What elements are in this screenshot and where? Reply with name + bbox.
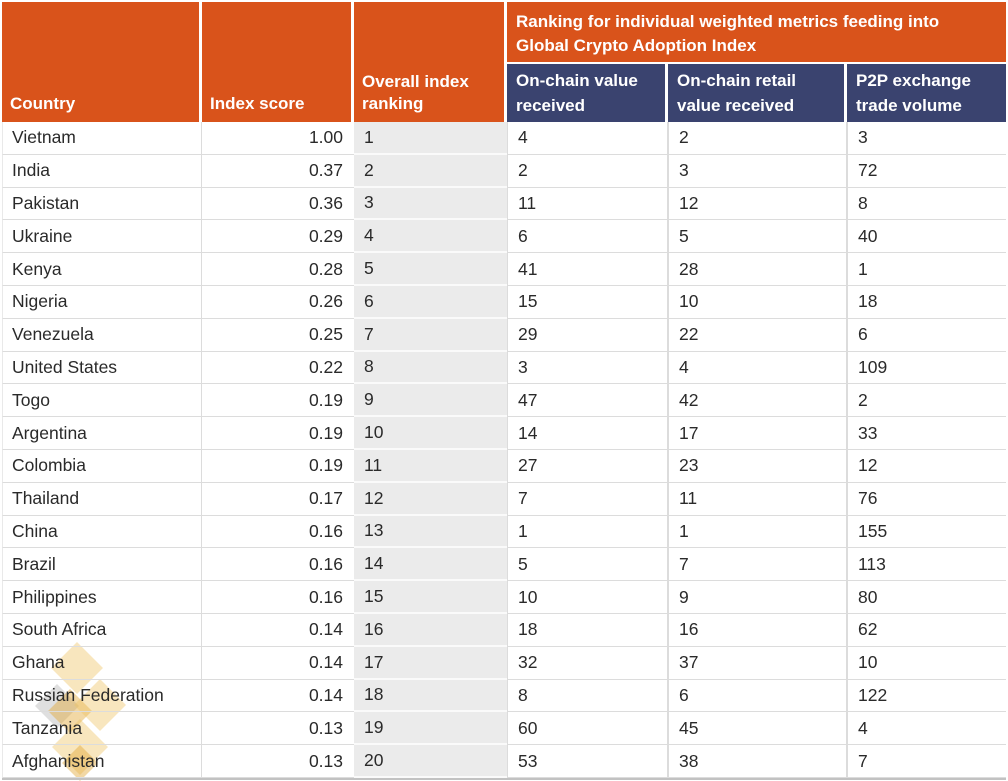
column-header-index-score xyxy=(202,2,351,122)
cell-p2p-volume: 6 xyxy=(847,319,1006,352)
cell-p2p-volume: 109 xyxy=(847,352,1006,385)
cell-index-score: 0.25 xyxy=(202,319,354,352)
cell-country: Ukraine xyxy=(2,220,202,253)
cell-index-score: 0.14 xyxy=(202,680,354,713)
cell-index-score: 0.16 xyxy=(202,548,354,581)
cell-index-score: 0.19 xyxy=(202,417,354,450)
cell-overall-ranking: 4 xyxy=(354,220,507,253)
cell-overall-ranking: 17 xyxy=(354,647,507,680)
cell-index-score: 0.14 xyxy=(202,614,354,647)
cell-onchain-retail: 1 xyxy=(668,516,847,549)
cell-index-score: 0.22 xyxy=(202,352,354,385)
cell-p2p-volume: 40 xyxy=(847,220,1006,253)
cell-onchain-value: 14 xyxy=(507,417,668,450)
cell-onchain-retail: 11 xyxy=(668,483,847,516)
cell-p2p-volume: 10 xyxy=(847,647,1006,680)
cell-p2p-volume: 113 xyxy=(847,548,1006,581)
cell-onchain-value: 6 xyxy=(507,220,668,253)
cell-country: Tanzania xyxy=(2,712,202,745)
table-title: Ranking for individual weighted metrics feeding into Global Crypto Adoption Index xyxy=(516,12,940,55)
cell-overall-ranking: 6 xyxy=(354,286,507,319)
cell-onchain-value: 11 xyxy=(507,188,668,221)
cell-country: South Africa xyxy=(2,614,202,647)
column-header-onchain-value xyxy=(507,64,665,122)
cell-onchain-retail: 23 xyxy=(668,450,847,483)
cell-index-score: 0.19 xyxy=(202,450,354,483)
column-header-onchain-retail xyxy=(668,64,844,122)
cell-p2p-volume: 155 xyxy=(847,516,1006,549)
cell-onchain-value: 47 xyxy=(507,384,668,417)
cell-onchain-value: 27 xyxy=(507,450,668,483)
cell-onchain-retail: 3 xyxy=(668,155,847,188)
cell-p2p-volume: 12 xyxy=(847,450,1006,483)
cell-onchain-retail: 4 xyxy=(668,352,847,385)
cell-overall-ranking: 5 xyxy=(354,253,507,286)
cell-onchain-value: 60 xyxy=(507,712,668,745)
cell-onchain-value: 18 xyxy=(507,614,668,647)
cell-country: Ghana xyxy=(2,647,202,680)
table-body xyxy=(2,122,1006,780)
cell-country: India xyxy=(2,155,202,188)
cell-overall-ranking: 20 xyxy=(354,745,507,778)
cell-country: China xyxy=(2,516,202,549)
column-header-p2p-volume-label: P2P exchange trade volume xyxy=(856,71,971,115)
cell-onchain-retail: 9 xyxy=(668,581,847,614)
cell-overall-ranking: 1 xyxy=(354,122,507,155)
cell-onchain-value: 10 xyxy=(507,581,668,614)
cell-p2p-volume: 4 xyxy=(847,712,1006,745)
cell-country: Kenya xyxy=(2,253,202,286)
cell-p2p-volume: 2 xyxy=(847,384,1006,417)
table-header xyxy=(2,2,1006,122)
column-header-overall-ranking xyxy=(354,2,504,122)
cell-p2p-volume: 18 xyxy=(847,286,1006,319)
cell-overall-ranking: 9 xyxy=(354,384,507,417)
cell-onchain-value: 3 xyxy=(507,352,668,385)
cell-index-score: 1.00 xyxy=(202,122,354,155)
cell-overall-ranking: 7 xyxy=(354,319,507,352)
cell-index-score: 0.17 xyxy=(202,483,354,516)
cell-overall-ranking: 12 xyxy=(354,483,507,516)
cell-onchain-retail: 42 xyxy=(668,384,847,417)
cell-onchain-value: 4 xyxy=(507,122,668,155)
cell-country: Vietnam xyxy=(2,122,202,155)
cell-overall-ranking: 8 xyxy=(354,352,507,385)
cell-index-score: 0.37 xyxy=(202,155,354,188)
cell-onchain-retail: 37 xyxy=(668,647,847,680)
cell-country: Philippines xyxy=(2,581,202,614)
cell-overall-ranking: 18 xyxy=(354,680,507,713)
cell-p2p-volume: 33 xyxy=(847,417,1006,450)
cell-overall-ranking: 15 xyxy=(354,581,507,614)
column-header-country-label: Country xyxy=(10,94,76,113)
cell-country: United States xyxy=(2,352,202,385)
cell-onchain-value: 2 xyxy=(507,155,668,188)
cell-p2p-volume: 7 xyxy=(847,745,1006,778)
cell-overall-ranking: 13 xyxy=(354,516,507,549)
cell-onchain-value: 7 xyxy=(507,483,668,516)
cell-p2p-volume: 122 xyxy=(847,680,1006,713)
cell-onchain-retail: 38 xyxy=(668,745,847,778)
cell-index-score: 0.28 xyxy=(202,253,354,286)
column-header-onchain-value-label: On-chain value received xyxy=(516,71,638,115)
cell-p2p-volume: 80 xyxy=(847,581,1006,614)
cell-onchain-retail: 16 xyxy=(668,614,847,647)
cell-index-score: 0.14 xyxy=(202,647,354,680)
cell-p2p-volume: 3 xyxy=(847,122,1006,155)
cell-onchain-retail: 17 xyxy=(668,417,847,450)
column-header-p2p-volume xyxy=(847,64,1006,122)
cell-index-score: 0.13 xyxy=(202,712,354,745)
cell-country: Venezuela xyxy=(2,319,202,352)
cell-onchain-retail: 12 xyxy=(668,188,847,221)
cell-country: Togo xyxy=(2,384,202,417)
column-header-index-score-label: Index score xyxy=(210,94,305,113)
cell-onchain-value: 53 xyxy=(507,745,668,778)
cell-onchain-value: 5 xyxy=(507,548,668,581)
cell-country: Afghanistan xyxy=(2,745,202,778)
column-header-overall-ranking-label: Overall index ranking xyxy=(362,72,469,113)
column-header-onchain-retail-label: On-chain retail value received xyxy=(677,71,797,115)
cell-country: Argentina xyxy=(2,417,202,450)
cell-p2p-volume: 8 xyxy=(847,188,1006,221)
cell-onchain-retail: 45 xyxy=(668,712,847,745)
cell-onchain-value: 8 xyxy=(507,680,668,713)
cell-onchain-value: 15 xyxy=(507,286,668,319)
cell-onchain-retail: 28 xyxy=(668,253,847,286)
cell-index-score: 0.29 xyxy=(202,220,354,253)
cell-overall-ranking: 3 xyxy=(354,188,507,221)
cell-country: Russian Federation xyxy=(2,680,202,713)
cell-onchain-retail: 10 xyxy=(668,286,847,319)
cell-overall-ranking: 2 xyxy=(354,155,507,188)
cell-overall-ranking: 14 xyxy=(354,548,507,581)
cell-overall-ranking: 16 xyxy=(354,614,507,647)
cell-onchain-value: 1 xyxy=(507,516,668,549)
cell-index-score: 0.26 xyxy=(202,286,354,319)
cell-overall-ranking: 19 xyxy=(354,712,507,745)
cell-country: Nigeria xyxy=(2,286,202,319)
cell-overall-ranking: 10 xyxy=(354,417,507,450)
cell-onchain-value: 32 xyxy=(507,647,668,680)
cell-onchain-value: 41 xyxy=(507,253,668,286)
cell-index-score: 0.16 xyxy=(202,581,354,614)
cell-p2p-volume: 72 xyxy=(847,155,1006,188)
cell-p2p-volume: 76 xyxy=(847,483,1006,516)
cell-p2p-volume: 1 xyxy=(847,253,1006,286)
cell-onchain-value: 29 xyxy=(507,319,668,352)
cell-onchain-retail: 22 xyxy=(668,319,847,352)
cell-onchain-retail: 6 xyxy=(668,680,847,713)
cell-country: Brazil xyxy=(2,548,202,581)
cell-overall-ranking: 11 xyxy=(354,450,507,483)
cell-index-score: 0.13 xyxy=(202,745,354,778)
cell-country: Colombia xyxy=(2,450,202,483)
cell-country: Pakistan xyxy=(2,188,202,221)
cell-p2p-volume: 62 xyxy=(847,614,1006,647)
cell-index-score: 0.36 xyxy=(202,188,354,221)
cell-onchain-retail: 5 xyxy=(668,220,847,253)
cell-index-score: 0.16 xyxy=(202,516,354,549)
cell-country: Thailand xyxy=(2,483,202,516)
column-header-country xyxy=(2,2,199,122)
table-title-banner xyxy=(507,2,1006,62)
cell-onchain-retail: 7 xyxy=(668,548,847,581)
cell-index-score: 0.19 xyxy=(202,384,354,417)
cell-onchain-retail: 2 xyxy=(668,122,847,155)
